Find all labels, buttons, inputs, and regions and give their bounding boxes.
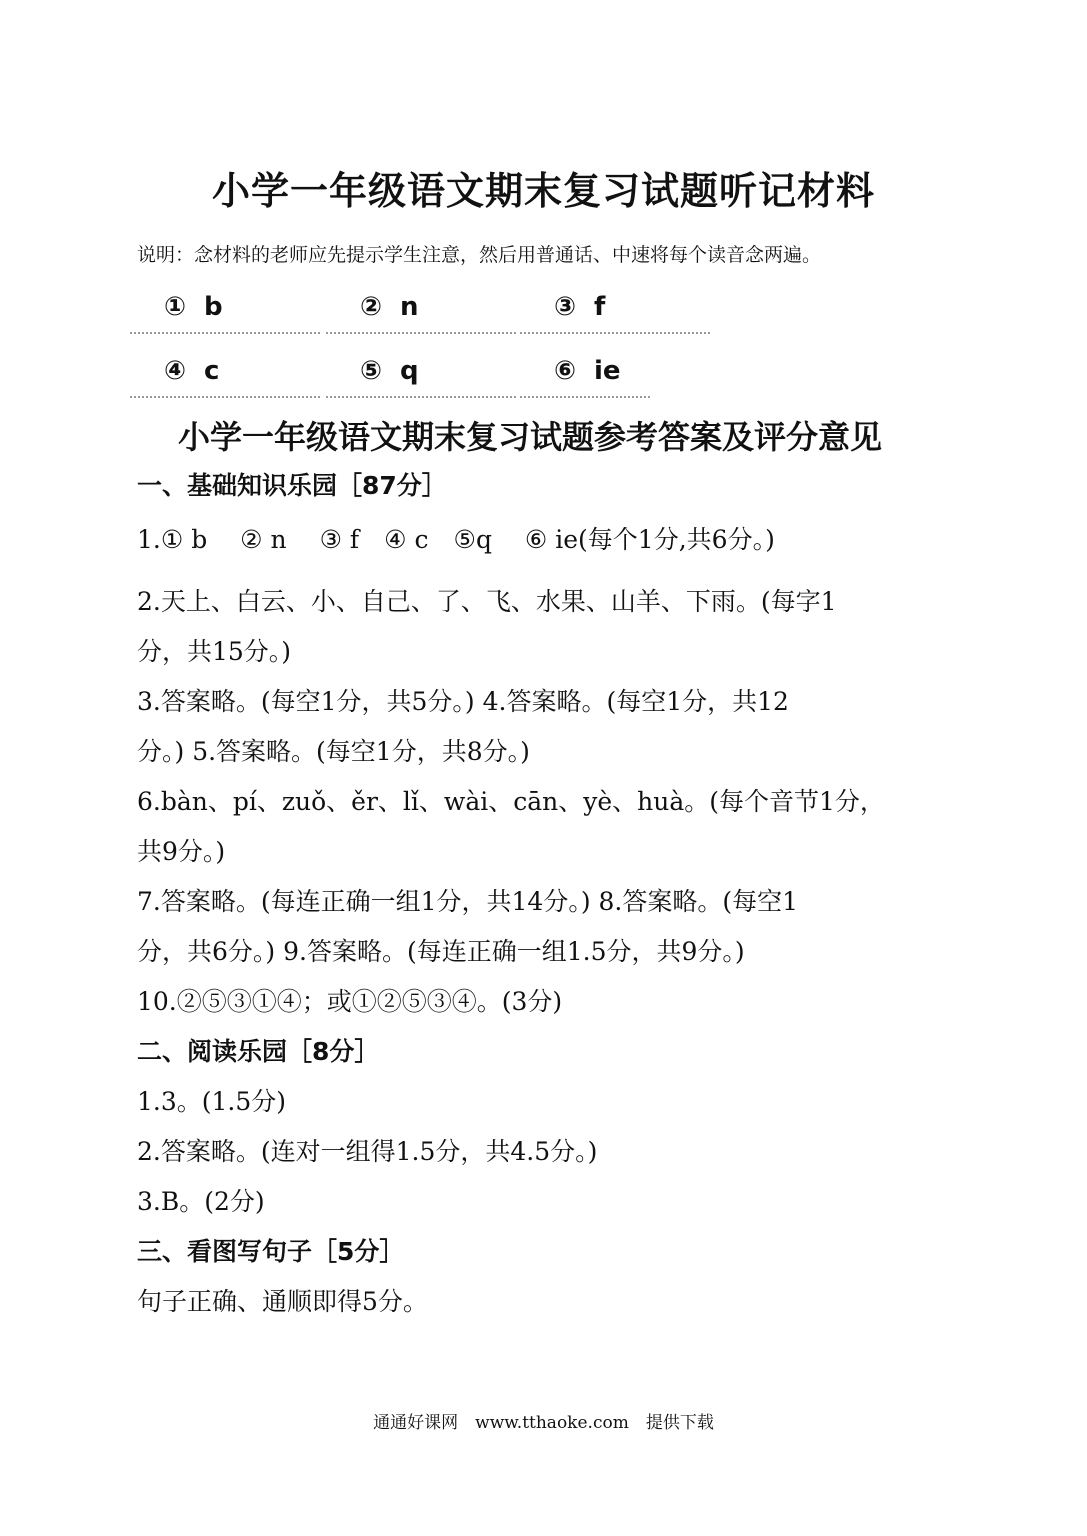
answer-line: 10.②⑤③①④；或①②⑤③④。(3分) (137, 987, 563, 1016)
item-sound: c (204, 356, 220, 386)
answer-line: 1.① b ② n ③ f ④ c ⑤q ⑥ ie(每个1分,共6分。) (137, 525, 775, 554)
answer-line: 3.B。(2分) (137, 1187, 265, 1216)
section-heading: 二、阅读乐园［8分］ (137, 1037, 380, 1066)
section-heading: 三、看图写句子［5分］ (137, 1237, 405, 1266)
answer-line: 句子正确、通顺即得5分。 (137, 1287, 428, 1316)
answer-line: 2.天上、白云、小、自己、了、飞、水果、山羊、下雨。(每字1 (137, 587, 837, 616)
item-number: ② (359, 292, 382, 322)
answer-line: 分，共6分。) 9.答案略。(每连正确一组1.5分，共9分。) (137, 937, 745, 966)
item-sound: ie (594, 356, 621, 386)
item-sound: f (594, 292, 606, 322)
section-heading: 一、基础知识乐园［87分］ (137, 471, 447, 500)
dictation-item (520, 356, 650, 398)
answer-line: 1.3。(1.5分) (137, 1087, 287, 1116)
dictation-item (130, 356, 320, 398)
dictation-item (130, 292, 320, 334)
item-number: ③ (553, 292, 576, 322)
footer-credit: 通通好课网 www.tthaoke.com 提供下载 (373, 1413, 714, 1433)
item-number: ④ (163, 356, 186, 386)
page-title: 小学一年级语文期末复习试题听记材料 (211, 169, 875, 213)
answer-line: 分。) 5.答案略。(每空1分，共8分。) (137, 737, 530, 766)
answer-line: 6.bàn、pí、zuǒ、ěr、lǐ、wài、cān、yè、huà。(每个音节1分， (137, 787, 885, 816)
dictation-item (520, 292, 710, 334)
answer-line: 7.答案略。(每连正确一组1分，共14分。) 8.答案略。(每空1 (137, 887, 799, 916)
item-sound: q (400, 356, 419, 386)
dictation-item (326, 292, 516, 334)
item-sound: n (400, 292, 419, 322)
item-number: ① (163, 292, 186, 322)
instructions-note: 说明：念材料的老师应先提示学生注意，然后用普通话、中速将每个读音念两遍。 (137, 244, 822, 266)
item-number: ⑤ (359, 356, 382, 386)
answer-line: 3.答案略。(每空1分，共5分。) 4.答案略。(每空1分，共12 (137, 687, 789, 716)
item-sound: b (204, 292, 223, 322)
answer-line: 2.答案略。(连对一组得1.5分，共4.5分。) (137, 1137, 598, 1166)
item-number: ⑥ (553, 356, 576, 386)
answer-line: 共9分。) (137, 837, 226, 866)
dictation-item (326, 356, 516, 398)
answers-title: 小学一年级语文期末复习试题参考答案及评分意见 (178, 418, 883, 456)
answer-line: 分，共15分。) (137, 637, 292, 666)
